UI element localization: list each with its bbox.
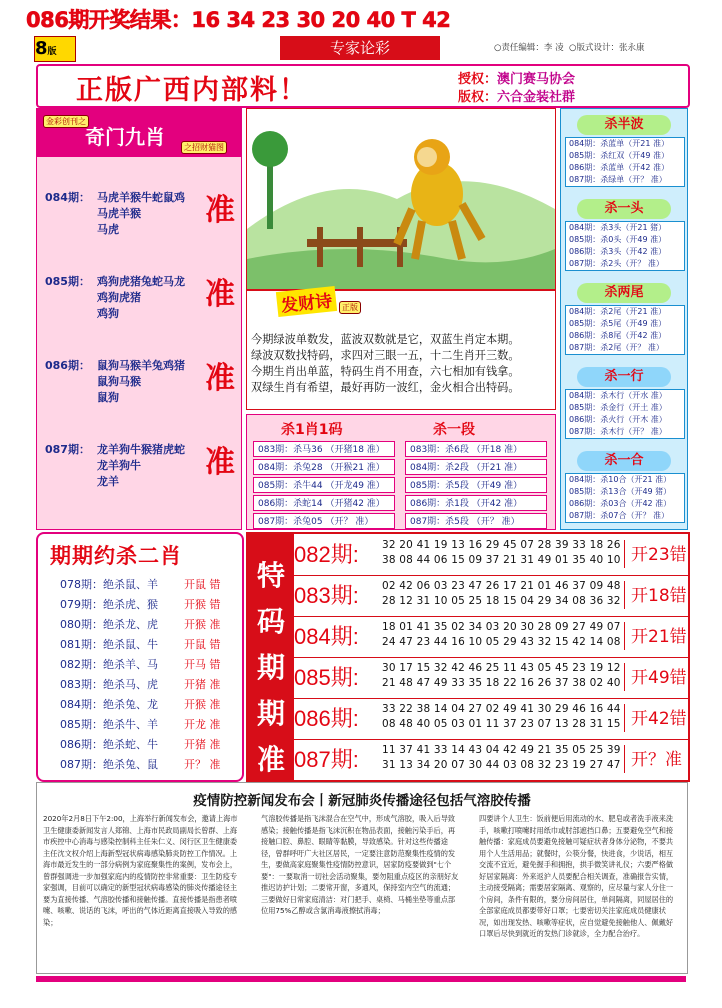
auth-line-1: 授权：澳门赛马协会 (458, 72, 576, 87)
kill-two-row: 079期：绝杀虎、猴 开猴 错 (60, 598, 221, 611)
fortune-poem (246, 290, 556, 410)
kill-segment-title: 杀一段 (433, 422, 475, 438)
kill-two-title: 期期约杀二肖 (50, 544, 182, 568)
news-column-2: 气溶胶传播是指飞沫混合在空气中，形成气溶胶，吸入后导致感染；接触传播是指飞沫沉积在物品表面，接触污染手后，再接触口腔、鼻腔、眼睛等黏膜，导致感染。针对这些传播途径，曾群呼吁广大社区居民，一定要注意防范聚集性疫情的发生，要做高家庭聚集性疫情防控意识，居家防疫要做到"七个要"：一要取消一切社会活动聚集，要勿阻重点疫区的亲朋好友推迟访护计划；二要常开窗，多通风，保持室内空气的流通；三要做好日常家庭清洁：对门把手、桌椅、马桶坐垫等重点部位用75%乙醇或含氯消毒液擦拭消毒； (261, 814, 459, 915)
special-code-row: 083期: 02 42 06 03 23 47 26 17 21 01 46 37 09 48 28 12 31 10 05 25 18 15 04 29 34 08 36 32 开18错 (294, 575, 688, 617)
kill-row: 086期：杀1段 （开42 准） (405, 495, 547, 511)
kill-row: 086期：杀蛇14 （开猪42 准） (253, 495, 395, 511)
page-number: 8版 (34, 36, 76, 62)
kill-two-row: 078期：绝杀鼠、羊 开鼠 错 (60, 578, 221, 591)
qimen-tag-top: 金彩创刊之 (43, 115, 89, 128)
kill-two-row: 087期：绝杀兔、鼠 开？ 准 (60, 758, 221, 771)
designer: ○版式设计：张永康 (569, 43, 645, 53)
hero-title: 正版广西内部料！ (76, 75, 308, 106)
credits (494, 41, 644, 53)
poem-title: 发财诗 (276, 286, 337, 317)
monkey-illustration (246, 108, 556, 290)
kill-two-row: 080期：绝杀龙、虎 开猴 准 (60, 618, 221, 631)
kill-two-row: 082期：绝杀羊、马 开马 错 (60, 658, 221, 671)
poem-line: 今期绿波单数发，蓝波双数就是它，双蓝生肖定本期。 (251, 333, 520, 346)
special-code-row: 086期: 33 22 38 14 04 27 02 49 41 30 29 46 16 44 08 48 40 05 03 01 11 37 23 07 13 28 31 15 开42错 (294, 698, 688, 740)
kill-two-row: 084期：绝杀兔、龙 开猴 准 (60, 698, 221, 711)
bottom-rule (36, 976, 686, 982)
zhun-mark: 准 (205, 361, 235, 396)
special-code-table (246, 532, 690, 782)
kill-two-row: 085期：绝杀牛、羊 开龙 准 (60, 718, 221, 731)
kill-row: 085期：杀牛44 （开龙49 准） (253, 477, 395, 493)
special-code-row: 084期: 18 01 41 35 02 34 03 20 30 28 09 27 49 07 24 47 23 44 16 10 05 29 43 32 15 42 14 08 开21错 (294, 616, 688, 658)
qimen-title: 奇门九肖 (85, 125, 165, 149)
kill-two-row: 086期：绝杀蛇、牛 开猪 准 (60, 738, 221, 751)
right-kill-column: 杀半波 084期：杀蓝单（开21 准） 085期：杀红双（开49 准） 086期：杀蓝单（开42 准） 087期：杀绿单（开？ 准） 杀一头 084期：杀3头（开21 猪） 085期：杀0头（开49 准） 086期：杀3头（开42 准） 087期：杀2头（开？ 准） 杀两尾 084期：杀2尾（开21 准） 085期：杀5尾（开49 准） 086期：杀8尾（开42 准） 087期：杀2尾（开？ 准） 杀一行 084期：杀木行（开水 准） 085期：杀金行（开土 准） 086期：杀火行（开木 准） 087期：杀木行（开？ 准） 杀一合 084期：杀10合（开21 准） 085期：杀13合（开49 猪） 086期：杀03合（开42 准） 087期：杀07合（开？ 准） (560, 108, 688, 530)
result-text: 086期开奖结果：16 34 23 30 20 40 T 42 (26, 8, 451, 32)
kill-row: 087期：杀5段 （开？ 准） (405, 513, 547, 529)
qimen-panel: 金彩创刊之 奇门九肖 之招财猫图 084期： 马虎羊猴牛蛇鼠鸡 马虎羊猴 马虎 准 085期： 鸡狗虎猪兔蛇马龙 鸡狗虎猪 鸡狗 准 086期： 鼠狗马猴羊兔鸡猪 鼠狗马猴 鼠狗 准 087期： 龙羊狗牛猴猪虎蛇 龙羊狗牛 龙羊 准 (36, 108, 242, 530)
kill-row: 083期：杀6段 （开18 准） (405, 441, 547, 457)
editor: ○责任编辑：李 凌 (494, 43, 564, 53)
poem-line: 今期生肖出单蓝，特码生肖不用查，六七相加有钱拿。 (251, 365, 520, 378)
kill-one-title: 杀1肖1码 (281, 422, 343, 438)
kill-row: 087期：杀兔05 （开？ 准） (253, 513, 395, 529)
zhun-mark: 准 (205, 445, 235, 480)
kill-two-row: 083期：绝杀马、虎 开猪 准 (60, 678, 221, 691)
news-section (36, 782, 688, 974)
column-title: 专家论彩 (280, 36, 440, 60)
kill-panel (246, 414, 556, 530)
kill-two-zodiac-panel (36, 532, 244, 782)
page-header (30, 36, 690, 62)
kill-row: 084期：杀兔28 （开猴21 准） (253, 459, 395, 475)
kill-two-row: 081期：绝杀鼠、牛 开鼠 错 (60, 638, 221, 651)
news-column-3: 四要讲个人卫生：饭前便后用流动的水、肥皂或者洗手液来洗手，咳嗽打喷嚏时用纸巾或肘部遮挡口鼻；五要避免空气和接触传播：家庭成员要避免接触可疑症状者身体分泌物，不要共用个人生活用品；就餐时，公筷分餐，快进食，少说话，相互交流不宜近，避免握手和拥抱，拱手微笑讲礼仪；六要严格做好居家隔离：外来返沪人员要配合相关调查，准确报告实情，主动接受隔离；需要居家隔离、观察的，应尽量与家人分住一个房间，条件有限的，要分房间居住，单间隔离，同屋居住的全部家庭成员都要带好口罩；七要密切关注家庭成员健康状况，如出现发热、咳嗽等症状，应自觉避免接触他人、佩戴好口罩后尽快到就近的发热门诊就诊，全力配合治疗。 (479, 814, 674, 938)
result-banner (0, 0, 722, 36)
zhun-mark: 准 (205, 193, 235, 228)
news-column-1: 2020年2月8日下午2:00，上海举行新闻发布会，邀请上海市卫生健康委新闻发言人郑锦、上海市民政局副局长曾群、上海市疾控中心消毒与感染控制科主任朱仁义、闵行区卫生健康委主任沈文权介绍上海新型冠状病毒感染肺炎防控工作情况。上海市最近发生的一部分病例为家庭聚集性的案例，发布会上，曾群强调进一步加强家庭内的疫情防控非常重要：卫生防疫专家强调，目前可以确定的新型冠状病毒感染的肺炎传播途径主要为直接传播、气溶胶传播和接触传播。直接传播是指患者喷嚏、咳嗽、说话的飞沫，呼出的气体近距离直接吸入导致的感染； (43, 814, 238, 927)
special-code-row: 087期: 11 37 41 33 14 43 04 42 49 21 35 05 25 39 31 13 34 20 07 30 44 03 08 32 23 19 27 47 开？准 (294, 744, 682, 772)
kill-row: 083期：杀马36 （开猪18 准） (253, 441, 395, 457)
news-headline: 疫情防控新闻发布会丨新冠肺炎传播途径包括气溶胶传播 (193, 793, 531, 809)
hero-banner (36, 64, 690, 108)
kill-row: 084期：杀2段 （开21 准） (405, 459, 547, 475)
auth-line-2: 版权：六合金装社群 (458, 90, 576, 105)
poem-tag: 正版 (339, 301, 361, 314)
zhun-mark: 准 (205, 277, 235, 312)
poem-line: 双绿生肖有希望，最好再防一波红，金火相合出特码。 (251, 381, 520, 394)
qimen-tag-bottom: 之招财猫图 (181, 141, 227, 154)
qimen-header (37, 109, 241, 157)
special-code-row: 085期: 30 17 15 32 42 46 25 11 43 05 45 23 19 12 21 48 47 49 33 35 18 22 16 26 37 38 02 40 开49错 (294, 657, 688, 699)
poem-line: 绿波双数找特码，求四对三眼一五，十二生肖开三数。 (251, 349, 520, 362)
special-code-side-title: 特 码 期 期 准 (248, 534, 294, 780)
special-code-row: 082期: 32 20 41 19 13 16 29 45 07 28 39 33 18 26 38 08 44 06 15 09 37 21 31 49 01 35 40 10 开23错 (294, 534, 688, 576)
kill-row: 085期：杀5段 （开49 准） (405, 477, 547, 493)
